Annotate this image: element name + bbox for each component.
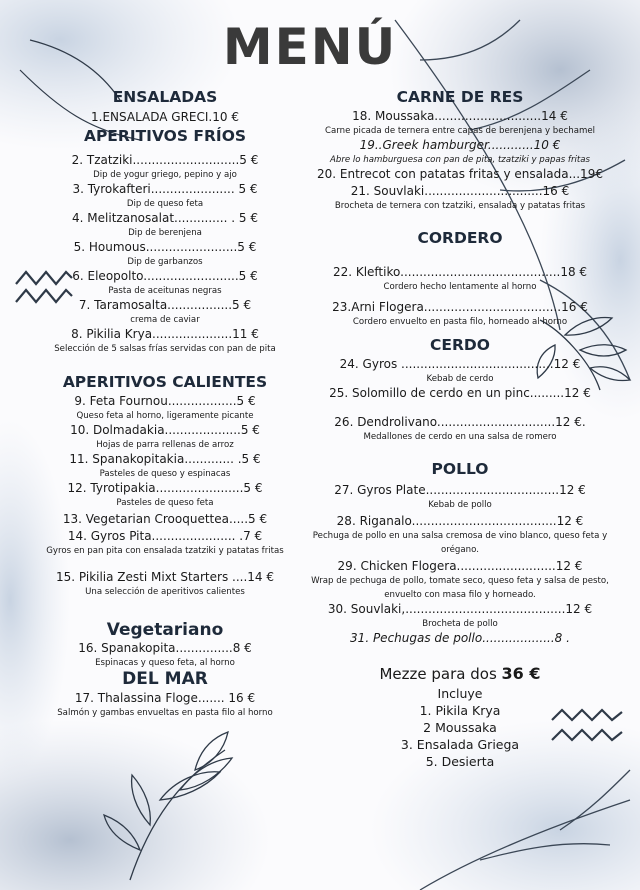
menu-item-12-desc: Pasteles de queso feta [116, 498, 214, 508]
menu-item-18-desc: Carne picada de ternera entre capas de berenjena y bechamel [324, 126, 596, 136]
section-heading-pollo: POLLO [431, 460, 489, 478]
mezze-item: 3. Ensalada Griega [400, 737, 520, 752]
menu-item-7: 7. Taramosalta.................5 € [78, 298, 252, 312]
menu-item-23: 23.Arni Flogera....................................16 € [332, 300, 588, 314]
menu-item-14: 14. Gyros Pita...................... .7 € [67, 529, 263, 543]
menu-item-22-desc: Cordero hecho lentamente al horno [383, 282, 537, 292]
menu-item-14-desc: Gyros en pan pita con ensalada tzatziki y patatas fritas [46, 546, 284, 556]
mezze-title: Mezze para dos [379, 665, 497, 683]
section-heading-cerdo: CERDO [430, 336, 490, 354]
menu-item-3: 3. Tyrokafteri...................... 5 € [72, 182, 258, 196]
menu-item-5-desc: Dip de garbanzos [127, 257, 203, 267]
mezze-item: 1. Pikila Krya [419, 703, 501, 718]
mezze-item: 5. Desierta [425, 754, 495, 769]
menu-item-10-desc: Hojas de parra rellenas de arroz [96, 440, 234, 450]
menu-item-5: 5. Houmous........................5 € [73, 240, 257, 254]
menu-item-8-desc: Selección de 5 salsas frías servidas con pan de pita [54, 344, 276, 354]
menu-item-29-desc-line2: envuelto con masa filo y horneado. [384, 590, 536, 600]
menu-item-18: 18. Moussaka............................14 € [352, 109, 568, 123]
menu-item-28-desc: Pechuga de pollo en una salsa cremosa de vino blanco, queso feta y [312, 531, 608, 541]
menu-item-4: 4. Melitzanosalat.............. . 5 € [72, 211, 258, 225]
menu-item-9-desc: Queso feta al horno, ligeramente picante [76, 411, 254, 421]
section-heading-aperitivos-frios: APERITIVOS FRÍOS [83, 127, 247, 145]
menu-item-28-desc-line2: orégano. [441, 545, 479, 555]
mezze-price: 36 € [501, 664, 541, 683]
menu-item-11: 11. Spanakopitakia............. .5 € [69, 452, 261, 466]
menu-item-3-desc: Dip de queso feta [126, 199, 204, 209]
left-column [20, 88, 310, 720]
menu-item-22: 22. Kleftiko..........................................18 € [332, 265, 588, 279]
section-heading-del-mar: DEL MAR [122, 669, 208, 689]
menu-item-15: 15. Pikilia Zesti Mixt Starters ....14 € [55, 570, 274, 584]
mezze-includes-label: Incluye [437, 686, 483, 701]
menu-item-8: 8. Pikilia Krya.....................11 € [71, 327, 259, 341]
menu-item-9: 9. Feta Fournou..................5 € [74, 394, 256, 408]
menu-item-27: 27. Gyros Plate...................................12 € [334, 483, 586, 497]
menu-item-7-desc: crema de caviar [130, 315, 200, 325]
section-heading-vegetariano: Vegetariano [106, 620, 224, 640]
menu-item-26-desc: Medallones de cerdo en una salsa de romero [363, 432, 557, 442]
menu-item-26: 26. Dendrolivano...............................12 €. [334, 415, 586, 429]
menu-item-10: 10. Dolmadakia....................5 € [70, 423, 260, 437]
menu-item-29-desc: Wrap de pechuga de pollo, tomate seco, queso feta y salsa de pesto, [311, 576, 609, 586]
page-title: MENÚ [222, 18, 398, 76]
menu-item-4-desc: Dip de berenjena [128, 228, 202, 238]
menu-item-17-desc: Salmón y gambas envueltas en pasta filo al horno [57, 708, 273, 718]
menu-item-21-desc: Brocheta de ternera con tzatziki, ensalada y patatas fritas [334, 201, 586, 211]
menu-item-13: 13. Vegetarian Crooquettea.....5 € [62, 512, 268, 526]
menu-item-23-desc: Cordero envuelto en pasta filo, horneado al horno [352, 317, 568, 327]
menu-item-28: 28. Riganalo......................................12 € [336, 514, 584, 528]
menu-item-2: 2. Tzatziki............................5 € [71, 153, 259, 167]
menu-item-24-desc: Kebab de cerdo [426, 374, 494, 384]
menu-item-6: 6. Eleopolto.........................5 € [72, 269, 258, 283]
menu-item-29: 29. Chicken Flogera..........................12 € [337, 559, 583, 573]
menu-item-21: 21. Souvlaki...............................16 € [350, 184, 570, 198]
mezze-heading [310, 664, 610, 684]
right-column [310, 88, 610, 770]
menu-item-19: 19..Greek hamburger............10 € [359, 138, 561, 152]
section-heading-ensaladas: ENSALADAS [112, 88, 218, 106]
menu-item-24: 24. Gyros ........................................12 € [339, 357, 581, 371]
menu-item-16: 16. Spanakopita...............8 € [78, 641, 252, 655]
menu-item-27-desc: Kebab de pollo [428, 500, 492, 510]
menu-item-31: 31. Pechugas de pollo...................8 . [350, 631, 570, 645]
menu-item-30: 30. Souvlaki,..........................................12 € [327, 602, 593, 616]
menu-item-15-desc: Una selección de aperitivos calientes [85, 587, 245, 597]
menu-item-1: 1.ENSALADA GRECI.10 € [91, 110, 239, 124]
menu-item-20: 20. Entrecot con patatas fritas y ensalada...19€ [317, 167, 603, 181]
menu-item-6-desc: Pasta de aceitunas negras [108, 286, 222, 296]
menu-item-16-desc: Espinacas y queso feta, al horno [95, 658, 235, 668]
menu-item-2-desc: Dip de yogur griego, pepino y ajo [93, 170, 237, 180]
menu-item-12: 12. Tyrotipakia.......................5 € [67, 481, 263, 495]
section-heading-cordero: CORDERO [417, 229, 503, 247]
menu-item-30-desc: Brocheta de pollo [422, 619, 498, 629]
menu-item-11-desc: Pasteles de queso y espinacas [99, 469, 231, 479]
section-heading-carne-de-res: CARNE DE RES [396, 88, 524, 106]
menu-item-17: 17. Thalassina Floge....... 16 € [74, 691, 256, 705]
menu-item-25: 25. Solomillo de cerdo en un pinc.........12 € [329, 386, 591, 400]
section-heading-aperitivos-calientes: APERITIVOS CALIENTES [62, 373, 268, 391]
menu-item-19-desc: Abre lo hamburguesa con pan de pita, tzatziki y papas fritas [330, 155, 590, 165]
mezze-item: 2 Moussaka [423, 720, 497, 735]
